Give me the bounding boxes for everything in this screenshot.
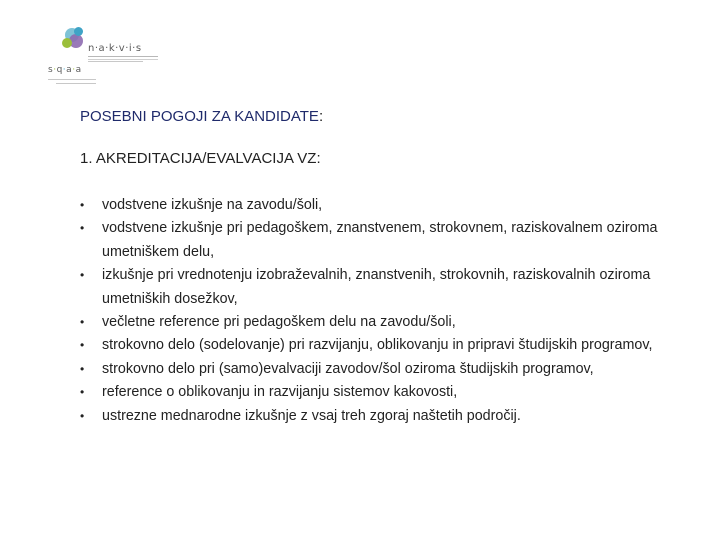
list-item-text: večletne reference pri pedagoškem delu na zavodu/šoli, (102, 314, 456, 331)
page-heading-text: POSEBNI POGOJI ZA KANDIDATE (80, 108, 319, 125)
bullet-icon: • (80, 385, 85, 400)
section-title: 1. AKREDITACIJA/EVALVACIJA VZ: (80, 150, 321, 167)
page-heading (80, 108, 323, 125)
list-item (80, 334, 680, 357)
list-item (80, 358, 680, 381)
list-item (80, 264, 680, 311)
logo-mark-green (62, 38, 72, 48)
logo-tagline-primary (88, 56, 158, 60)
bullet-icon: • (80, 221, 85, 236)
list-item-text: izkušnje pri vrednotenju izobraževalnih, znanstvenih, strokovnih, raziskovalnih oziroma umetniških dosežkov, (102, 267, 651, 307)
list-item-text: vodstvene izkušnje pri pedagoškem, znanstvenem, strokovnem, raziskovalnem oziroma umetniškem delu, (102, 220, 658, 260)
requirements-list (80, 194, 680, 428)
bullet-icon: • (80, 198, 85, 212)
logo-tagline-primary-line2 (88, 61, 143, 62)
page-heading-colon: : (318, 108, 324, 125)
list-item (80, 381, 680, 404)
logo-mark-blue (74, 27, 83, 36)
bullet-icon: • (80, 408, 85, 423)
logo-name-primary: n·a·k·v·i·s (88, 43, 142, 54)
bullet-icon: • (80, 315, 85, 330)
logo-tagline-secondary (48, 79, 96, 80)
logo-tagline-secondary-line2 (56, 83, 96, 84)
bullet-icon: • (80, 338, 85, 353)
list-item-text: vodstvene izkušnje na zavodu/šoli, (102, 197, 323, 213)
list-item-text: strokovno delo pri (samo)evalvaciji zavodov/šol oziroma študijskih programov, (102, 360, 594, 377)
bullet-icon: • (80, 268, 85, 283)
logo-name-secondary: s·q·a·a (48, 65, 82, 75)
list-item-text: ustrezne mednarodne izkušnje z vsaj treh zgoraj naštetih področij. (102, 407, 521, 424)
list-item (80, 217, 680, 264)
list-item (80, 405, 680, 428)
list-item-text: reference o oblikovanju in razvijanju sistemov kakovosti, (102, 384, 458, 401)
bullet-icon: • (80, 361, 85, 376)
organization-logo (44, 24, 154, 94)
list-item-text: strokovno delo (sodelovanje) pri razvijanju, oblikovanju in pripravi študijskih programov, (102, 337, 653, 354)
list-item (80, 311, 680, 334)
list-item (80, 194, 680, 217)
